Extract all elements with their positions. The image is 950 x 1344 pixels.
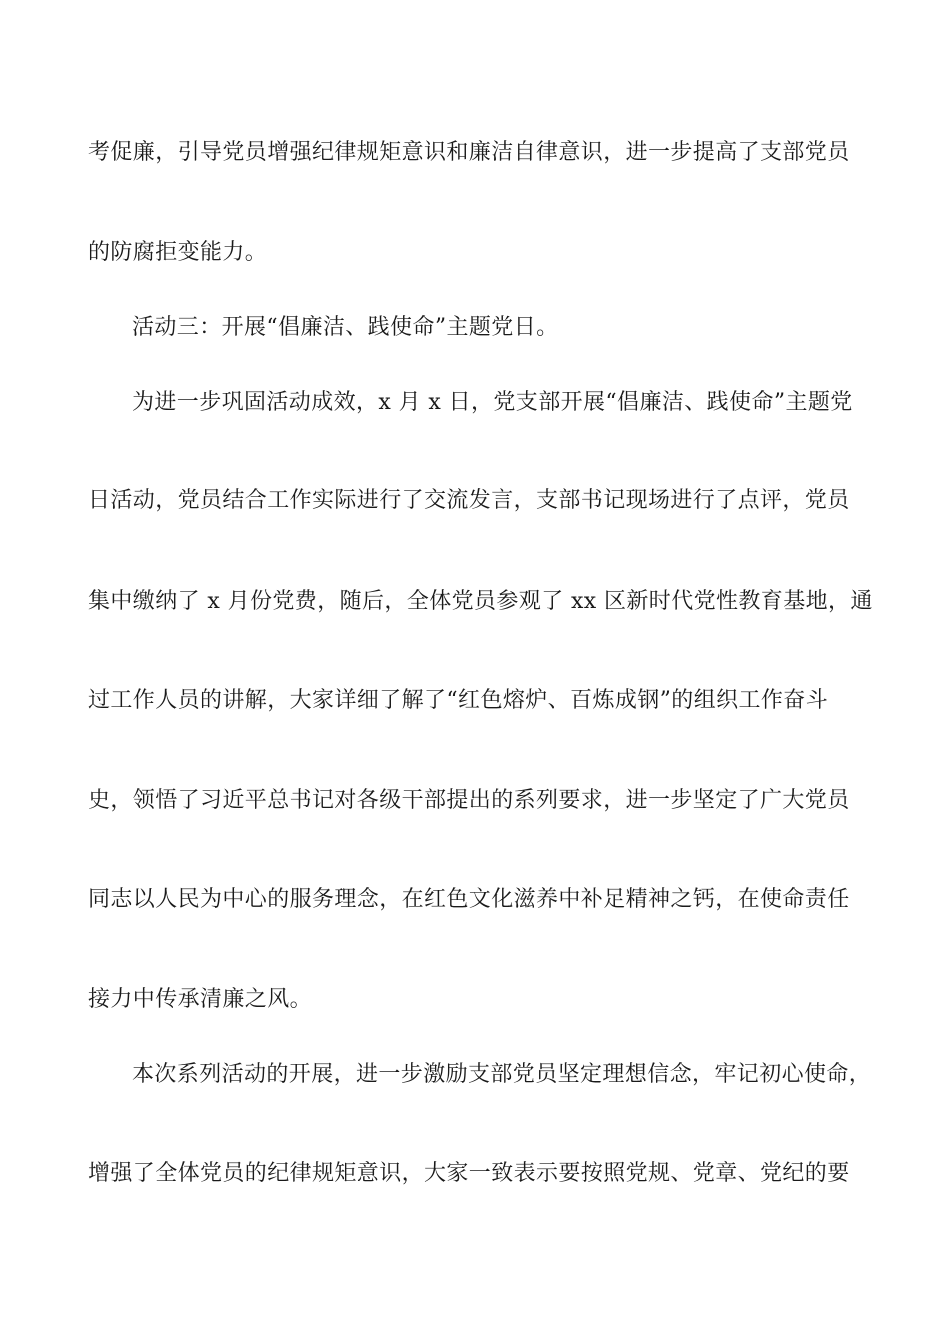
text-line-9: 同志以人民为中心的服务理念，在红色文化滋养中补足精神之钙，在使命责任 [88, 887, 850, 912]
text-line-4: 为进一步巩固活动成效，x 月 x 日，党支部开展“倡廉洁、践使命”主题党 [132, 390, 853, 415]
text-line-2: 的防腐拒变能力。 [88, 240, 268, 265]
text-line-8: 史，领悟了习近平总书记对各级干部提出的系列要求，进一步坚定了广大党员 [88, 788, 850, 813]
text-line-12: 增强了全体党员的纪律规矩意识，大家一致表示要按照党规、党章、党纪的要 [88, 1161, 850, 1186]
text-line-10: 接力中传承清廉之风。 [88, 987, 313, 1012]
text-line-1: 考促廉，引导党员增强纪律规矩意识和廉洁自律意识，进一步提高了支部党员 [88, 140, 850, 165]
text-line-7: 过工作人员的讲解，大家详细了解了“红色熔炉、百炼成钢”的组织工作奋斗 [88, 688, 829, 713]
text-line-3: 活动三：开展“倡廉洁、践使命”主题党日。 [132, 315, 559, 340]
text-line-6: 集中缴纳了 x 月份党费，随后，全体党员参观了 xx 区新时代党性教育基地，通 [88, 589, 873, 614]
text-line-11: 本次系列活动的开展，进一步激励支部党员坚定理想信念，牢记初心使命， [132, 1062, 872, 1087]
text-line-5: 日活动，党员结合工作实际进行了交流发言，支部书记现场进行了点评，党员 [88, 488, 850, 513]
